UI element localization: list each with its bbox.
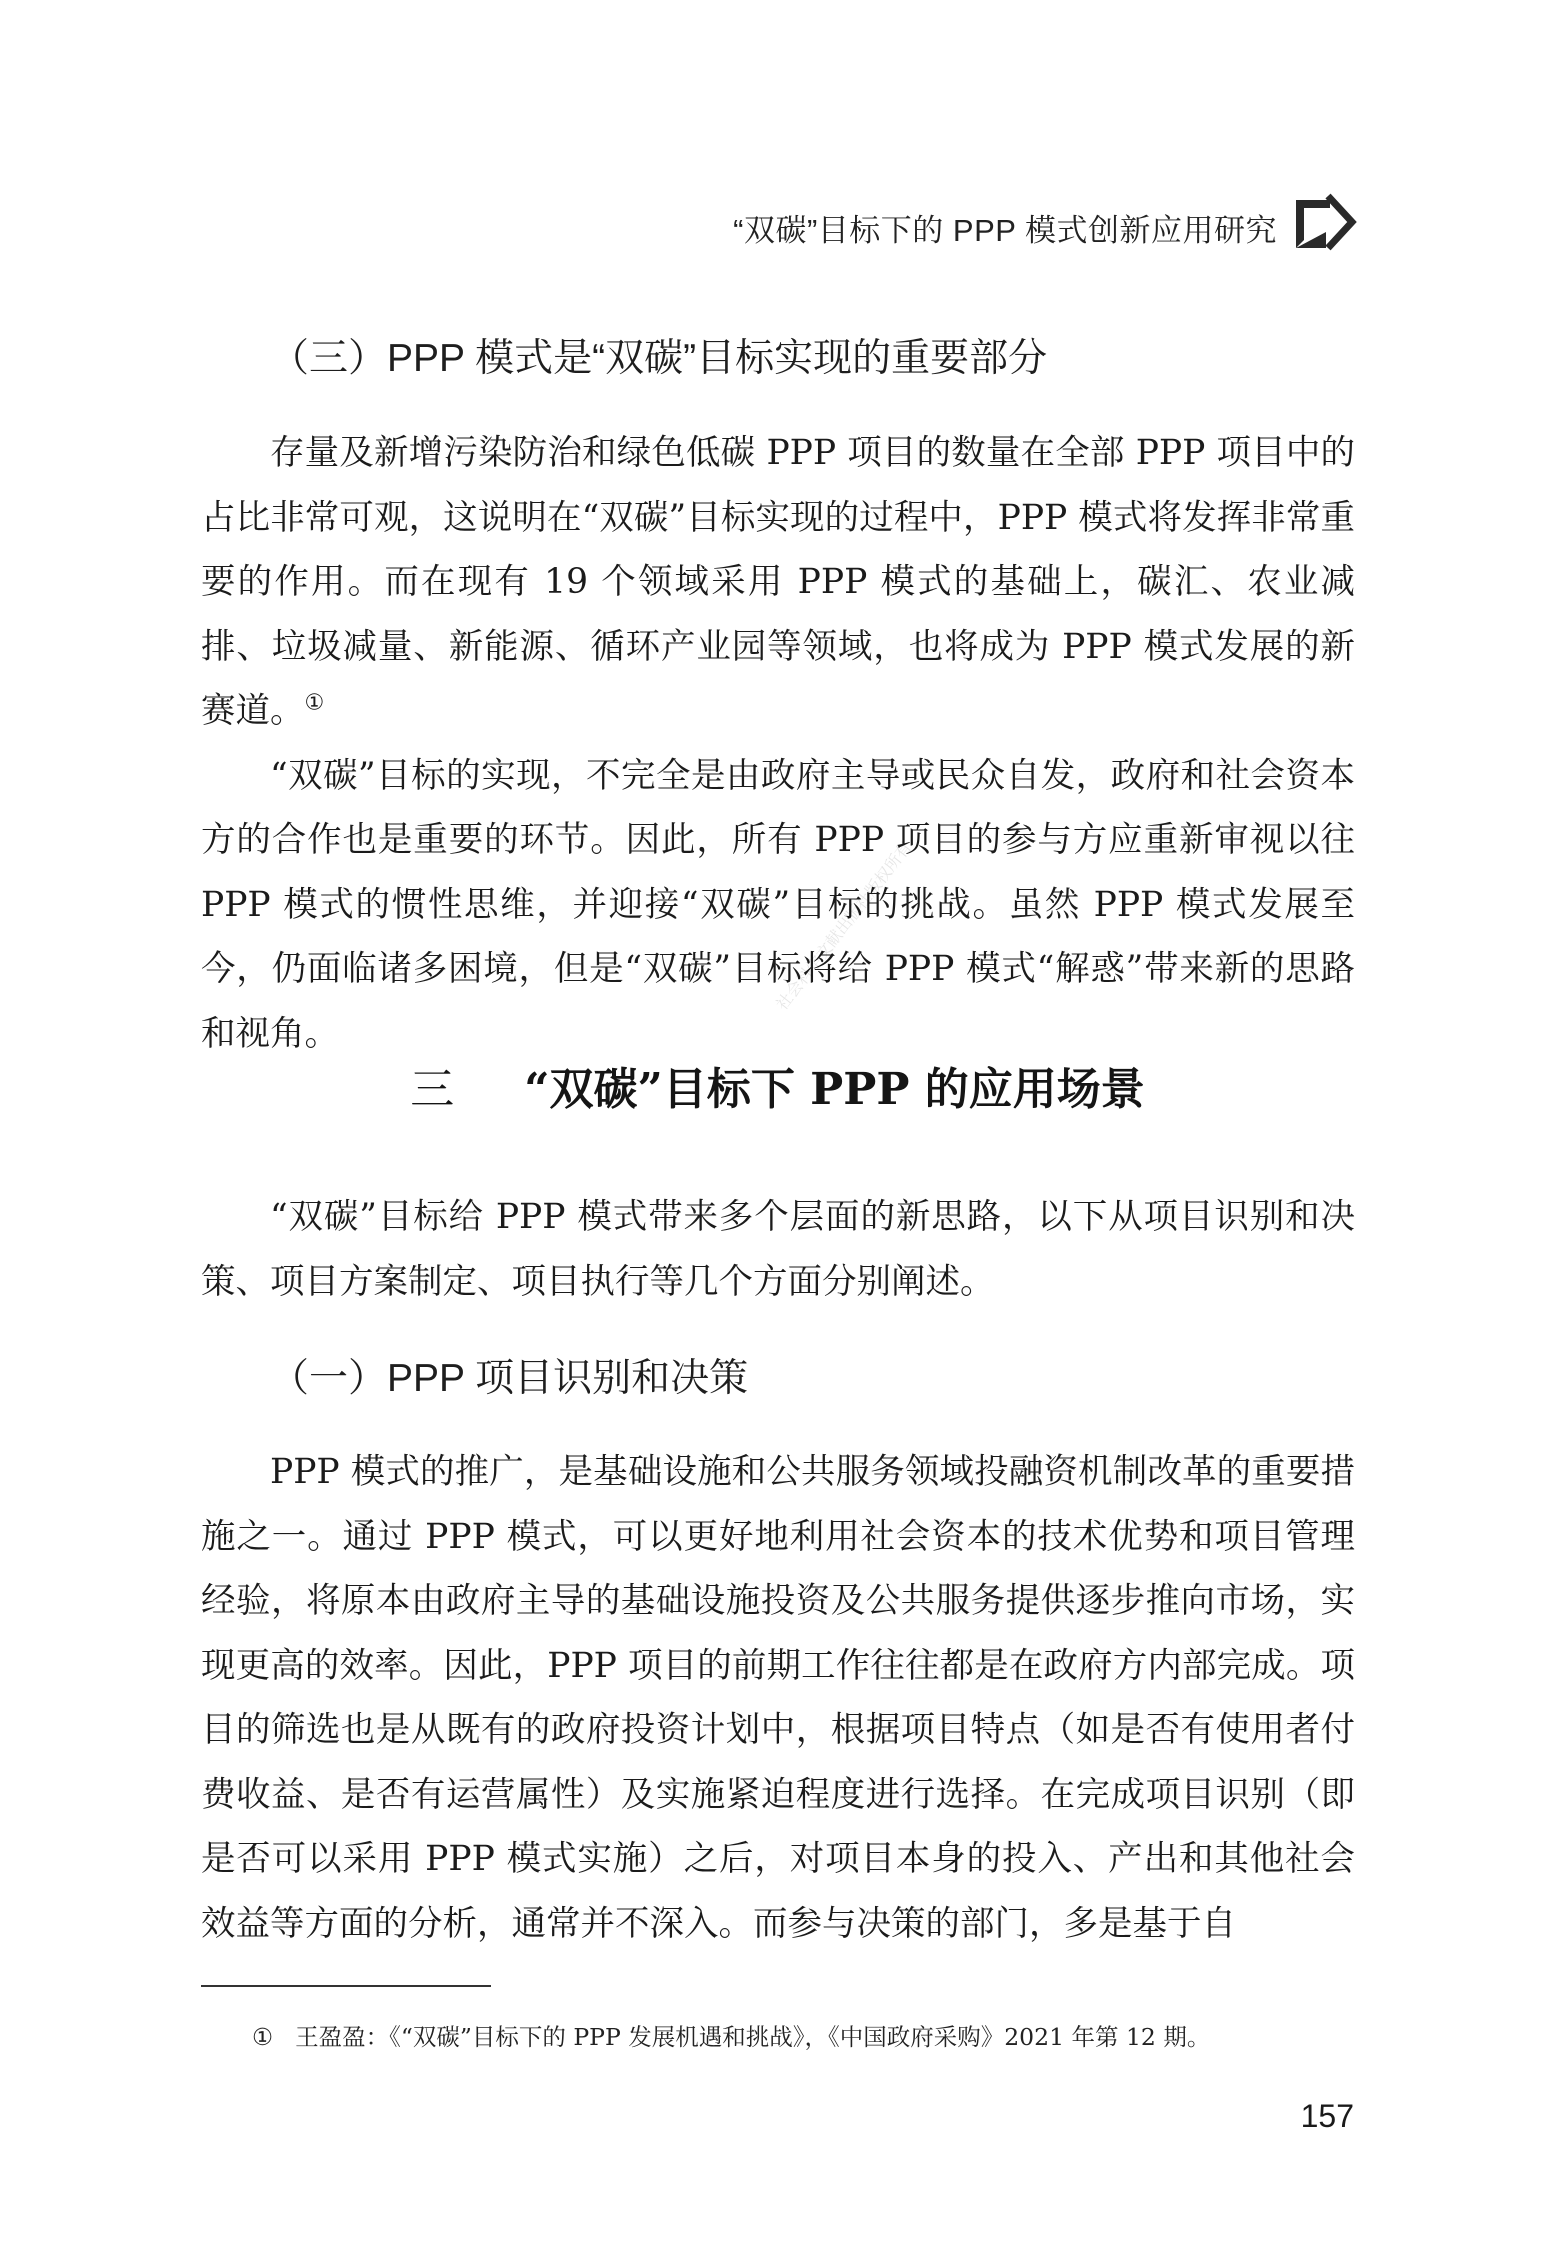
chapter-number: 三 — [410, 1064, 455, 1115]
running-header: “双碳”目标下的 PPP 模式创新应用研究 — [733, 213, 1277, 248]
section-heading-3: （三）PPP 模式是“双碳”目标实现的重要部分 — [270, 337, 1048, 380]
section-3-body — [201, 421, 1355, 1066]
footnote — [252, 2018, 1210, 2052]
footnote-text: 王盈盈：《“双碳”目标下的 PPP 发展机遇和挑战》，《中国政府采购》2021 年第 12 期。 — [295, 2023, 1211, 2051]
chapter-heading — [0, 1053, 1555, 1117]
footnote-number: ① — [252, 2023, 274, 2051]
footnote-rule — [201, 1985, 491, 1987]
section-heading-1: （一）PPP 项目识别和决策 — [270, 1357, 749, 1400]
paragraph: 存量及新增污染防治和绿色低碳 PPP 项目的数量在全部 PPP 项目中的占比非常可观，这说明在“双碳”目标实现的过程中，PPP 模式将发挥非常重要的作用。而在现有 19 个领域采用 PPP 模式的基础上，碳汇、农业减排、垃圾减量、新能源、循环产业园等领域，也将成为 PPP 模式发展的新赛道。① — [201, 433, 1355, 731]
footnote-reference: ① — [304, 690, 325, 716]
section-1-body — [201, 1440, 1355, 1956]
page-number: 157 — [1300, 2098, 1354, 2134]
paragraph: PPP 模式的推广，是基础设施和公共服务领域投融资机制改革的重要措施之一。通过 PPP 模式，可以更好地利用社会资本的技术优势和项目管理经验，将原本由政府主导的基础设施投资及公共服务提供逐步推向市场，实现更高的效率。因此，PPP 项目的前期工作往往都是在政府方内部完成。项目的筛选也是从既有的政府投资计划中，根据项目特点（如是否有使用者付费收益、是否有运营属性）及实施紧迫程度进行选择。在完成项目识别（即是否可以采用 PPP 模式实施）之后，对项目本身的投入、产出和其他社会效益等方面的分析，通常并不深入。而参与决策的部门，多是基于自 — [201, 1452, 1355, 1944]
chapter-intro — [201, 1185, 1355, 1314]
book-corner-arrow-icon — [1296, 192, 1358, 252]
paragraph: “双碳”目标的实现，不完全是由政府主导或民众自发，政府和社会资本方的合作也是重要的环节。因此，所有 PPP 项目的参与方应重新审视以往 PPP 模式的惯性思维，并迎接“双碳”目标的挑战。虽然 PPP 模式发展至今，仍面临诸多困境，但是“双碳”目标将给 PPP 模式“解惑”带来新的思路和视角。 — [201, 755, 1355, 1054]
chapter-title: “双碳”目标下 PPP 的应用场景 — [524, 1064, 1145, 1115]
paragraph: “双碳”目标给 PPP 模式带来多个层面的新思路，以下从项目识别和决策、项目方案制定、项目执行等几个方面分别阐述。 — [201, 1197, 1355, 1302]
watermark: 社会科学文献出版社版权所有 — [772, 837, 916, 1014]
